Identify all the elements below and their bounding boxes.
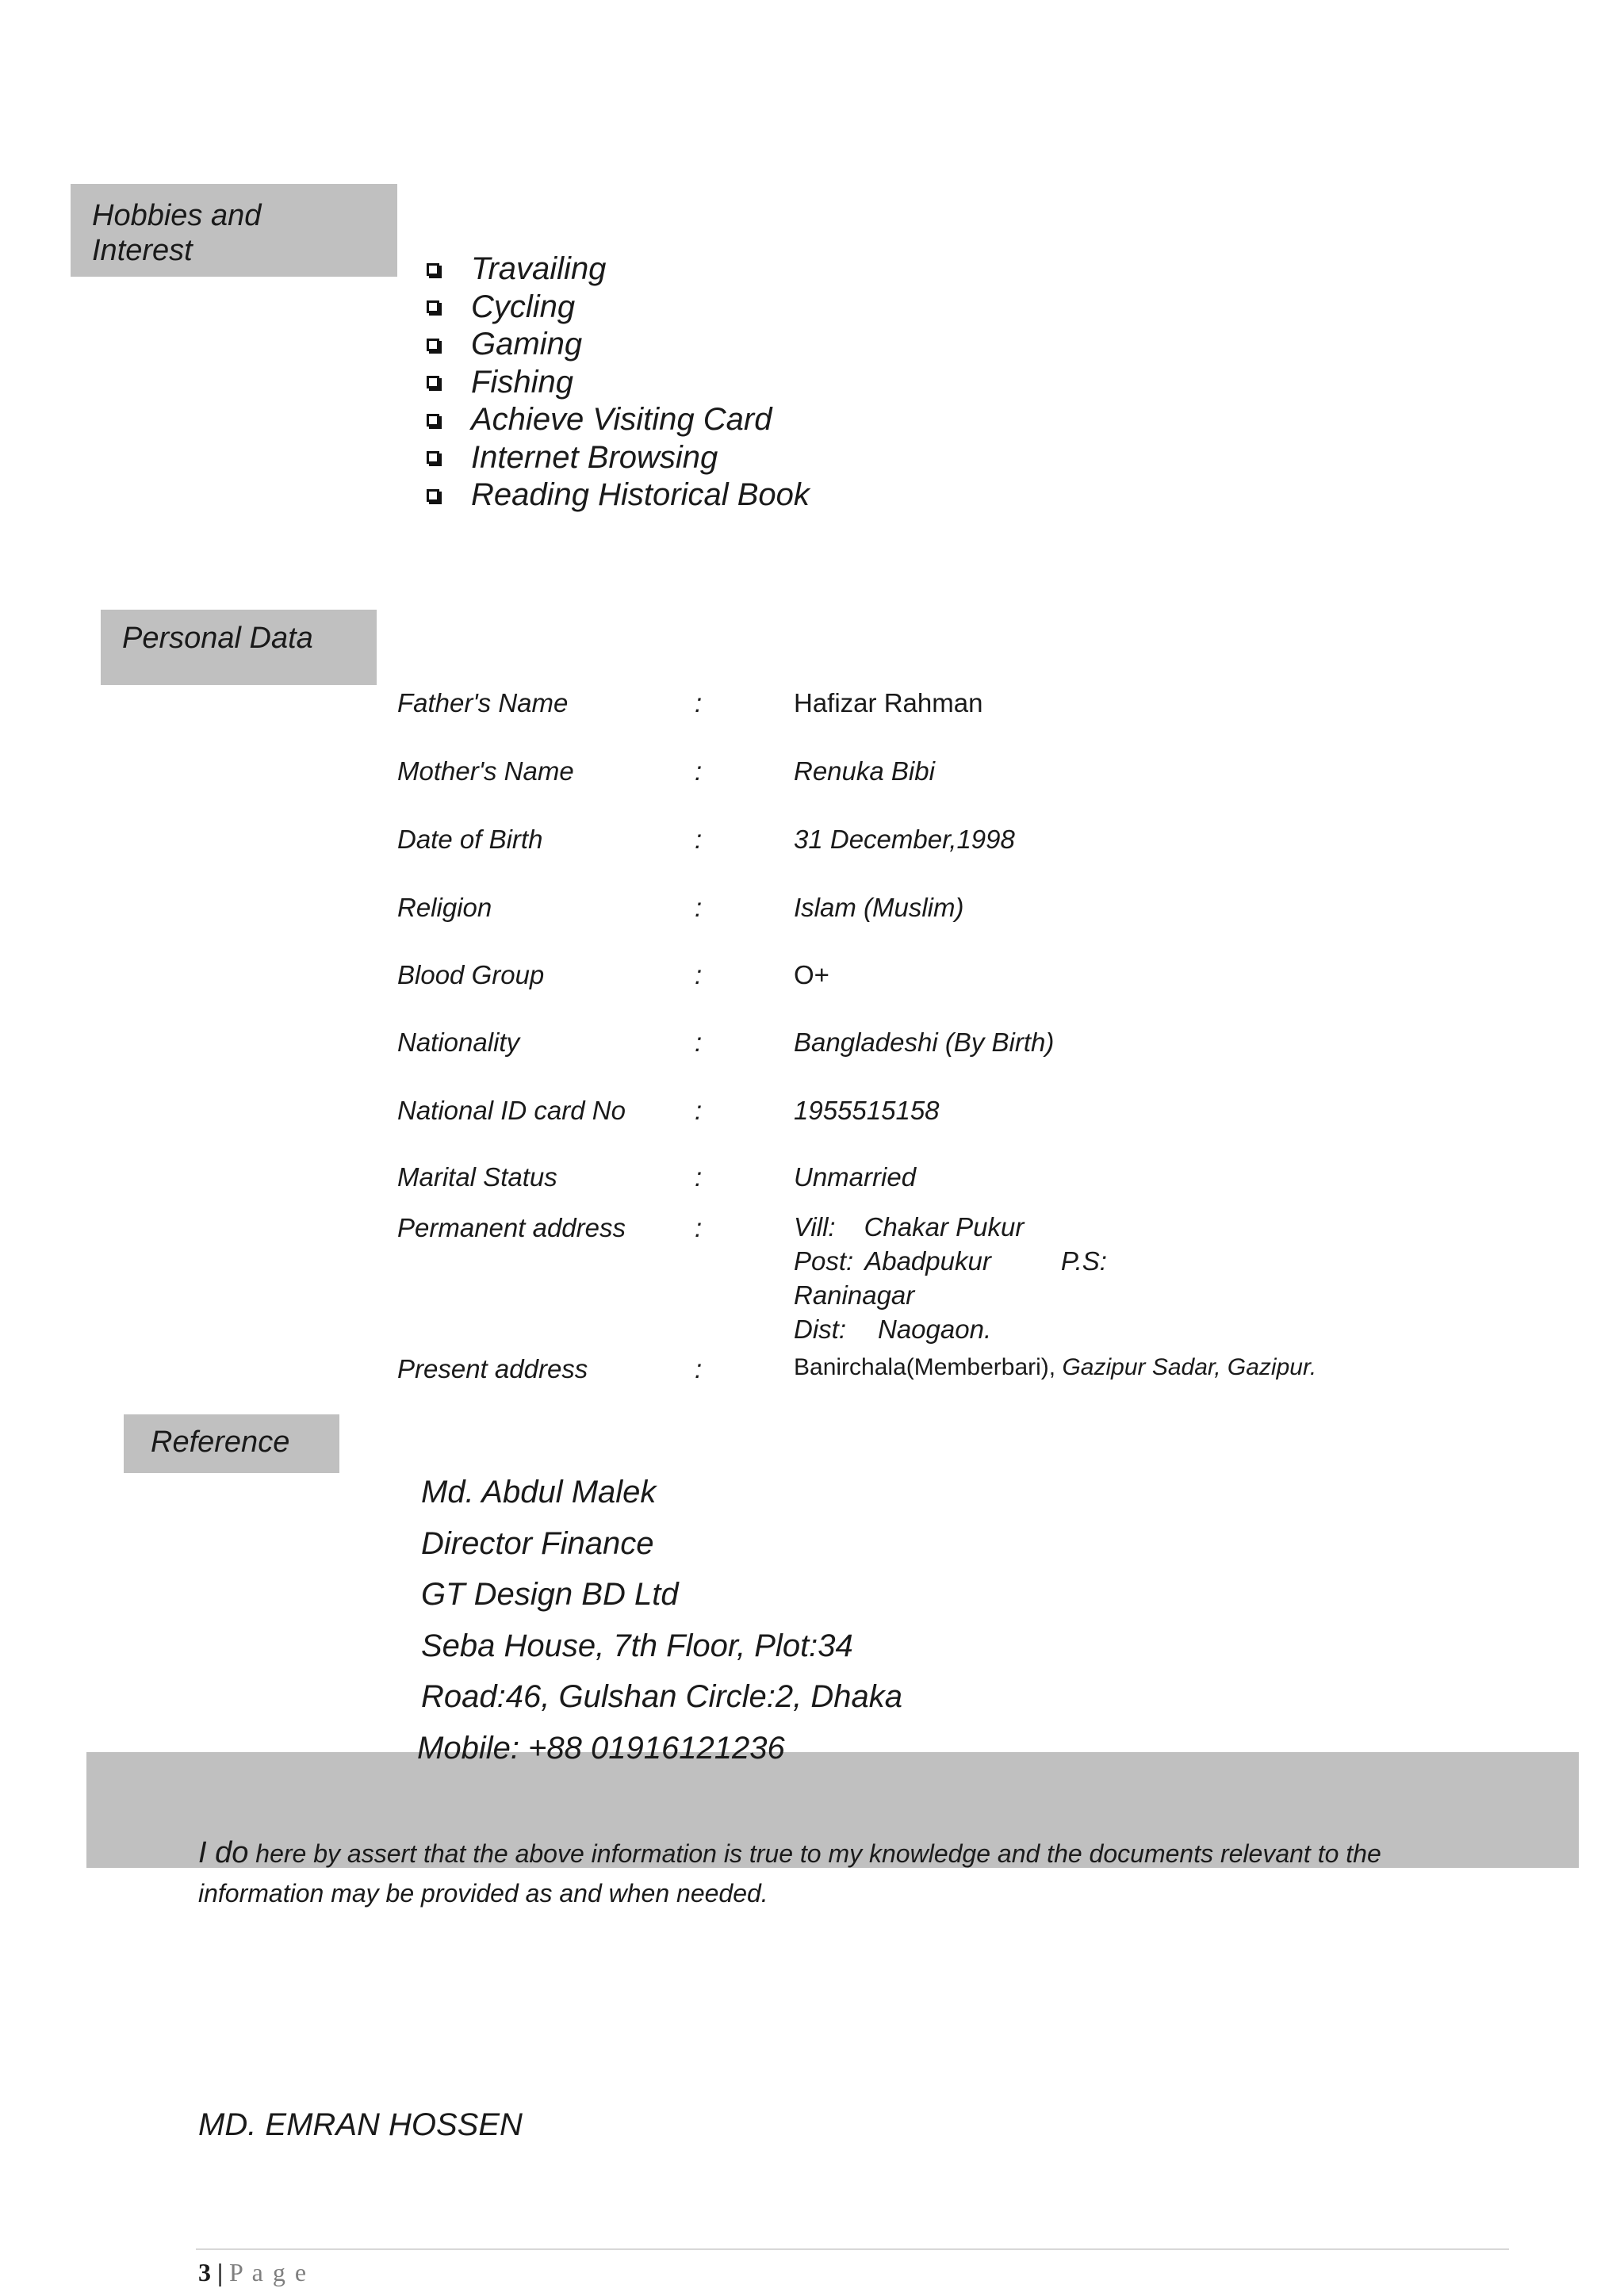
signature-name: MD. EMRAN HOSSEN [198, 2107, 523, 2142]
footer-divider [196, 2248, 1509, 2250]
field-value: 1955515158 [794, 1096, 940, 1125]
field-label: Marital Status [397, 1162, 557, 1192]
reference-title: Director Finance [421, 1525, 654, 1561]
square-bullet-icon [427, 414, 439, 427]
personal-data-heading: Personal Data [101, 610, 377, 685]
field-separator: : [695, 893, 703, 922]
hobbies-heading-line2: Interest [92, 234, 193, 267]
list-item: Travailing [420, 251, 810, 289]
field-value: O+ [794, 960, 829, 989]
hobbies-heading [71, 184, 397, 277]
square-bullet-icon [427, 376, 439, 388]
field-label: Date of Birth [397, 825, 543, 854]
field-value: Banirchala(Memberbari), Gazipur Sadar, Gazipur. [794, 1354, 1317, 1380]
field-value: Renuka Bibi [794, 756, 935, 786]
field-separator: : [695, 1213, 703, 1242]
square-bullet-icon [427, 263, 439, 276]
reference-heading: Reference [124, 1414, 339, 1473]
field-label: Present address [397, 1354, 588, 1383]
square-bullet-icon [427, 339, 439, 351]
page-number: 3 [198, 2258, 211, 2286]
field-separator: : [695, 825, 703, 854]
square-bullet-icon [427, 451, 439, 464]
field-separator: : [695, 1162, 703, 1192]
field-label: Permanent address [397, 1213, 626, 1242]
field-label: Nationality [397, 1027, 520, 1057]
footer-separator: | [217, 2258, 224, 2286]
list-item: Fishing [420, 364, 810, 402]
address-line-dist: Dist: Naogaon. [794, 1314, 992, 1344]
reference-address-line2: Road:46, Gulshan Circle:2, Dhaka [421, 1679, 902, 1714]
field-label: Blood Group [397, 960, 545, 989]
field-separator: : [695, 1096, 703, 1125]
reference-company: GT Design BD Ltd [421, 1577, 679, 1612]
page-footer [198, 2258, 308, 2287]
field-label: Father's Name [397, 688, 569, 718]
reference-name: Md. Abdul Malek [421, 1475, 657, 1510]
square-bullet-icon [427, 489, 439, 502]
hobbies-heading-line1: Hobbies and [92, 199, 262, 232]
list-item: Achieve Visiting Card [420, 401, 810, 439]
field-separator: : [695, 756, 703, 786]
field-value: 31 December,1998 [794, 825, 1015, 854]
field-label: Religion [397, 893, 492, 922]
field-value: Bangladeshi (By Birth) [794, 1027, 1055, 1057]
reference-details [417, 1467, 902, 1774]
list-item: Internet Browsing [420, 439, 810, 477]
permanent-address-value [794, 1210, 1107, 1346]
hobbies-list [420, 251, 810, 515]
field-value: Unmarried [794, 1162, 917, 1192]
field-separator: : [695, 960, 703, 989]
declaration-text [198, 1833, 1381, 1913]
field-label: Mother's Name [397, 756, 574, 786]
reference-address-line1: Seba House, 7th Floor, Plot:34 [421, 1628, 853, 1663]
field-separator: : [695, 1354, 703, 1383]
field-separator: : [695, 1027, 703, 1057]
field-separator: : [695, 688, 703, 718]
reference-mobile: Mobile: +88 01916121236 [417, 1730, 785, 1766]
list-item: Reading Historical Book [420, 476, 810, 515]
address-line-post: Post: Abadpukur P.S: [794, 1246, 1107, 1276]
field-label: National ID card No [397, 1096, 626, 1125]
list-item: Gaming [420, 326, 810, 364]
square-bullet-icon [427, 300, 439, 313]
address-line-vill: Vill: Chakar Pukur [794, 1212, 1025, 1242]
field-value: Hafizar Rahman [794, 688, 983, 718]
address-line-ps: Raninagar [794, 1280, 915, 1310]
declaration-line1: I do here by assert that the above information is true to my knowledge and the documents relevant to the [198, 1836, 1381, 1869]
page-word: P a g e [229, 2258, 308, 2286]
list-item: Cycling [420, 289, 810, 327]
field-value: Islam (Muslim) [794, 893, 964, 922]
declaration-line2: information may be provided as and when needed. [198, 1879, 768, 1908]
